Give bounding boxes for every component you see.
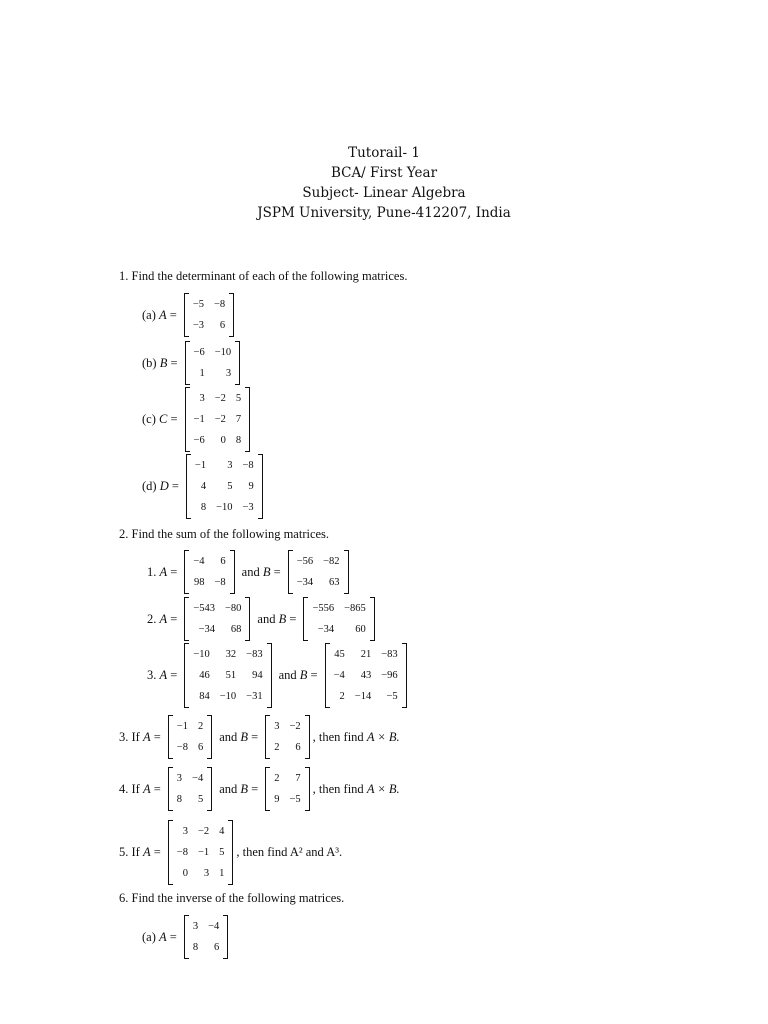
right-bracket [258, 454, 263, 519]
matrix-cell: −5 [192, 299, 204, 310]
matrix-cell: 3 [225, 368, 232, 379]
matrix-cell: 94 [252, 670, 263, 681]
matrix-cell: 3 [227, 460, 233, 471]
matrix-cell: 3 [192, 921, 199, 932]
matrix-cell: −2 [214, 414, 226, 425]
matrix-cell: 32 [225, 649, 237, 660]
matrix-cell: −4 [192, 773, 204, 784]
matrix [185, 341, 241, 385]
matrix-cell: −543 [193, 603, 215, 614]
right-bracket [235, 341, 240, 385]
q6-label-a: (a) A = [142, 929, 177, 944]
matrix-cell: 3 [274, 721, 280, 732]
matrix-cell: 6 [220, 556, 226, 567]
matrix [303, 597, 374, 641]
matrix-cell: −82 [323, 556, 340, 567]
matrix-cell: 3 [203, 868, 210, 879]
right-bracket [402, 643, 407, 708]
matrix-cells [270, 767, 304, 811]
matrix-cell: −80 [225, 603, 242, 614]
q1-label-b: (b) B = [142, 355, 178, 370]
matrix-cell: 5 [227, 481, 233, 492]
right-bracket [207, 715, 212, 759]
matrix-cell: 5 [235, 393, 242, 404]
doc-course: BCA/ First Year [330, 165, 438, 181]
doc-subject: Subject- Linear Algebra [302, 185, 466, 201]
matrix-cell: 43 [360, 670, 372, 681]
matrix-cell: −10 [193, 649, 210, 660]
q1-label-c: (c) C = [142, 412, 178, 426]
matrix-cell: 60 [355, 624, 366, 635]
matrix-cell: 8 [192, 942, 199, 953]
matrix-cell: 0 [182, 868, 188, 879]
matrix-cell: −34 [296, 577, 314, 588]
matrix [184, 643, 271, 708]
matrix-cell: −8 [242, 460, 254, 471]
q2-text: 2. Find the sum of the following matrices. [119, 527, 330, 541]
matrix-cells [330, 643, 402, 708]
q1-item-b [142, 341, 243, 385]
right-bracket [207, 767, 212, 811]
matrix-cells [293, 550, 344, 594]
matrix [168, 715, 212, 759]
matrix-cell: 5 [197, 794, 204, 805]
matrix-cell: 2 [339, 691, 345, 702]
matrix-cells [189, 915, 223, 959]
matrix [184, 597, 250, 641]
right-bracket [228, 820, 233, 885]
matrix [184, 915, 228, 959]
q2-item-1: 1. A = −4 6 98 −8 and B = −56 −82 −34 63 [147, 550, 352, 594]
matrix-cell: −14 [354, 691, 372, 702]
matrix-cell: 4 [200, 481, 207, 492]
matrix [168, 820, 234, 885]
matrix-cell: 8 [235, 435, 242, 446]
matrix-cell: −5 [289, 794, 301, 805]
matrix-cell: −8 [176, 847, 188, 858]
matrix-cell: −34 [317, 624, 335, 635]
matrix-cell: 0 [220, 435, 226, 446]
matrix-cell: 8 [200, 502, 207, 513]
q2-item-2: 2. A = −543 −80 −34 68 and B = −556 −865 −34 60 [147, 597, 378, 641]
matrix-cell: 46 [199, 670, 210, 681]
matrix-cell: 2 [197, 721, 204, 732]
matrix-cells [189, 293, 229, 337]
right-bracket [305, 715, 310, 759]
matrix [186, 454, 263, 519]
matrix-cell: 84 [199, 691, 210, 702]
matrix-cell: 3 [176, 773, 183, 784]
matrix-cell: −2 [289, 721, 301, 732]
q3: 3. If A = −1 2 −8 6 and B = 3 −2 2 6 , then find A × B. [119, 715, 400, 759]
matrix-cells [270, 715, 304, 759]
matrix-cell: 9 [248, 481, 254, 492]
matrix-cell: 6 [197, 742, 204, 753]
right-bracket [344, 550, 349, 594]
matrix-cell: −83 [381, 649, 398, 660]
matrix-cell: −10 [219, 691, 237, 702]
matrix-cells [189, 597, 245, 641]
right-bracket [370, 597, 375, 641]
matrix-cell: −96 [381, 670, 398, 681]
matrix-cell: −6 [193, 435, 205, 446]
matrix-cell: −4 [193, 556, 205, 567]
matrix-cells [308, 597, 369, 641]
matrix [325, 643, 407, 708]
matrix-cell: −556 [312, 603, 335, 614]
q5: 5. If A = 3 −2 4 −8 −1 5 0 3 1 , then find A² and A³. [119, 820, 342, 885]
matrix-cell: −56 [296, 556, 314, 567]
matrix-cell: 6 [214, 942, 220, 953]
matrix-cells [189, 550, 229, 594]
matrix-cell: 21 [360, 649, 372, 660]
matrix-cell: −8 [214, 299, 226, 310]
matrix [265, 767, 309, 811]
matrix-cell: 7 [235, 414, 242, 425]
matrix [168, 767, 212, 811]
matrix-cell: −10 [216, 502, 233, 513]
matrix [265, 715, 309, 759]
matrix-cell: −5 [386, 691, 398, 702]
right-bracket [223, 915, 228, 959]
matrix [184, 293, 234, 337]
matrix-cell: 68 [230, 624, 242, 635]
doc-university: JSPM University, Pune-412207, India [257, 205, 511, 221]
matrix-cell: −8 [176, 742, 188, 753]
q1-item-a [142, 293, 237, 337]
matrix-cell: −1 [194, 460, 207, 471]
matrix-cell: −2 [214, 393, 226, 404]
matrix [185, 387, 251, 452]
q1-text: 1. Find the determinant of each of the following matrices. [119, 269, 408, 283]
matrix-cell: 4 [219, 826, 225, 837]
matrix-cell: −1 [197, 847, 210, 858]
matrix-cells [173, 715, 207, 759]
matrix-cell: 3 [182, 826, 188, 837]
q4: 4. If A = 3 −4 8 5 and B = 2 7 9 −5 , then find A × B. [119, 767, 400, 811]
matrix-cell: 7 [295, 773, 301, 784]
matrix-cell: 2 [274, 742, 280, 753]
matrix-cell: −3 [192, 320, 204, 331]
right-bracket [245, 387, 250, 452]
matrix-cell: 6 [295, 742, 301, 753]
matrix [288, 550, 349, 594]
q2-item-3: 3. A = −10 32 −83 46 51 94 84 −10 −31 and B = 45 21 −83 −4 43 −96 2 −14 −5 [147, 643, 410, 708]
matrix-cell: 1 [219, 868, 225, 879]
matrix-cell: −865 [344, 603, 366, 614]
matrix-cell: 2 [274, 773, 280, 784]
matrix [184, 550, 234, 594]
matrix-cell: −8 [214, 577, 226, 588]
matrix-cell: −1 [176, 721, 188, 732]
q1-label-a: (a) A = [142, 307, 177, 322]
matrix-cell: −34 [198, 624, 215, 635]
matrix-cells [173, 767, 207, 811]
matrix-cell: −4 [208, 921, 220, 932]
right-bracket [267, 643, 272, 708]
matrix-cells [189, 643, 266, 708]
q1-item-c [142, 387, 253, 452]
matrix-cell: −4 [333, 670, 345, 681]
right-bracket [245, 597, 250, 641]
matrix-cell: 51 [225, 670, 237, 681]
matrix-cell: 8 [176, 794, 183, 805]
matrix-cell: 1 [199, 368, 205, 379]
q1-item-d [142, 454, 266, 519]
matrix-cell: −6 [193, 347, 205, 358]
matrix-cells [190, 341, 236, 385]
matrix-cell: −3 [242, 502, 254, 513]
right-bracket [229, 293, 234, 337]
matrix-cell: 6 [219, 320, 226, 331]
right-bracket [230, 550, 235, 594]
right-bracket [305, 767, 310, 811]
doc-title: Tutorail- 1 [348, 145, 420, 161]
matrix-cell: −2 [197, 826, 210, 837]
matrix-cell: 5 [219, 847, 225, 858]
matrix-cell: −1 [193, 414, 205, 425]
q6-text: 6. Find the inverse of the following matrices. [119, 891, 345, 905]
matrix-cell: −31 [246, 691, 263, 702]
matrix-cell: 98 [194, 577, 205, 588]
matrix-cells [173, 820, 229, 885]
matrix-cell: 45 [334, 649, 345, 660]
matrix-cell: 3 [199, 393, 205, 404]
matrix-cells [191, 454, 258, 519]
matrix-cell: 63 [329, 577, 340, 588]
q1-label-d: (d) D = [142, 479, 179, 493]
matrix-cell: 9 [274, 794, 280, 805]
matrix-cell: −83 [246, 649, 263, 660]
matrix-cells [190, 387, 246, 452]
q6-item-a [142, 915, 231, 959]
matrix-cell: −10 [214, 347, 232, 358]
